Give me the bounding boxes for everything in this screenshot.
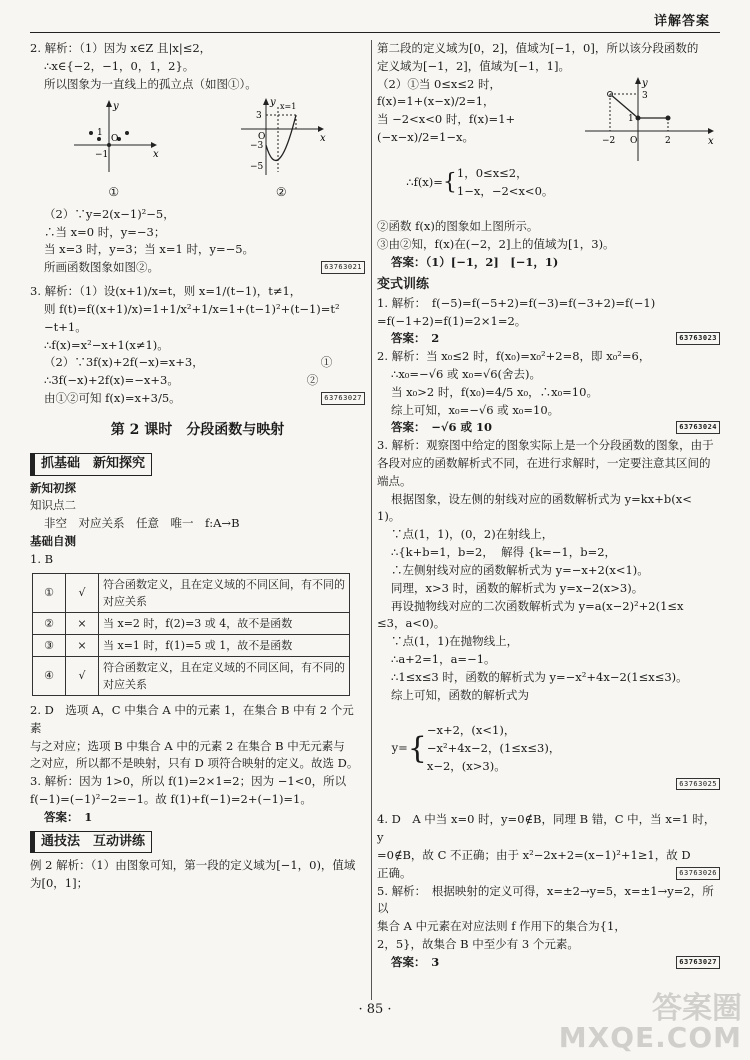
v3-line: 端点。 bbox=[377, 473, 412, 488]
figure-1-caption: ① bbox=[108, 185, 120, 200]
q3-line: ∴f(x)=x²−x+1(x≠1)。 bbox=[44, 337, 169, 352]
y-label: y bbox=[642, 77, 648, 89]
figure-ex2-graph bbox=[580, 76, 720, 166]
judgement-table bbox=[32, 573, 350, 696]
answer-code-stamp: 63763024 bbox=[676, 421, 720, 434]
answer-q1: 1. B bbox=[30, 551, 54, 566]
v3-line: 同理，x>3 时，函数的解析式为 y=x−2(x>3)。 bbox=[391, 580, 644, 595]
ex2-cont-line: 定义域为[−1，2]，值域为[−1，1]。 bbox=[377, 58, 570, 73]
q3-line: 由①②可知 f(x)=x+3/5。 63763027 bbox=[30, 390, 365, 408]
answer-code-stamp: 63763025 bbox=[676, 778, 720, 791]
tick-neg1: −1 bbox=[94, 150, 109, 161]
v3-line: ∵点(1，1)在抛物线上， bbox=[391, 634, 519, 649]
q2d-line: 2. D 选项 A，C 中集合 A 中的元素 1，在集合 B 中有 2 个元素 bbox=[30, 702, 354, 735]
figures-row bbox=[30, 97, 365, 201]
row-reason: 符合函数定义，且在定义域的不同区间，有不同的对应关系 bbox=[99, 656, 350, 695]
column-divider bbox=[371, 40, 372, 1000]
v3-line: 根据图象，设左侧的射线对应的函数解析式为 y=kx+b(x< bbox=[391, 491, 692, 506]
section-heading-variant: 变式训练 bbox=[377, 276, 430, 292]
v4-line: =0∉B，故 C 不正确；由于 x²−2x+2=(x−1)²+1≥1，故 D bbox=[377, 847, 691, 862]
right-column bbox=[377, 40, 720, 972]
line-label-x1: x=1 bbox=[280, 102, 297, 112]
row-mark: × bbox=[66, 612, 99, 634]
ex2-cont-line: (−x−x)/2=1−x。 bbox=[377, 130, 474, 145]
answer-code-stamp: 63763023 bbox=[676, 332, 720, 345]
x-label: x bbox=[152, 149, 159, 161]
origin-label: O bbox=[110, 134, 119, 145]
tick-1: 1 bbox=[628, 113, 634, 124]
v3-line: ∴{k+b=1，b=2， 解得 {k=−1，b=2， bbox=[391, 545, 617, 560]
v3-line: 综上可知，函数的解析式为 bbox=[391, 687, 529, 702]
tick-1: 1 bbox=[96, 128, 103, 139]
tick-neg5: −5 bbox=[250, 162, 264, 173]
tick-3: 3 bbox=[256, 111, 262, 122]
ex2-cont-line: f(x)=1+(x−x)/2=1， bbox=[377, 94, 495, 109]
ex2-part2-block bbox=[377, 76, 720, 219]
ex2-cont-line: （2）①当 0≤x≤2 时， bbox=[377, 76, 502, 91]
v3-line: 再设抛物线对应的二次函数解析式为 y=a(x−2)²+2(1≤x bbox=[391, 598, 684, 613]
v3-line: ∴a+2=1，a=−1。 bbox=[391, 651, 496, 666]
figure-2 bbox=[236, 97, 326, 201]
answer-code-stamp: 63763021 bbox=[321, 261, 365, 274]
example-2-line: 例 2 解析：（1）由图象可知，第一段的定义域为[−1，0)，值域 bbox=[30, 857, 356, 872]
q2d-line: 3. 解析：因为 1>0，所以 f(1)=2×1=2；因为 −1<0，所以 bbox=[30, 774, 347, 789]
watermark-logo: 答案圈 MXQE.COM bbox=[558, 991, 742, 1054]
header-rule bbox=[30, 32, 720, 33]
tick-neg3: −3 bbox=[250, 141, 264, 152]
row-mark: × bbox=[66, 634, 99, 656]
row-number: ④ bbox=[33, 656, 66, 695]
table-row bbox=[33, 634, 350, 656]
table-row bbox=[33, 573, 350, 612]
answer-line: 答案： 2 63763023 bbox=[377, 330, 720, 348]
ex2-cont-line: 当 −2<x<0 时，f(x)=1+ bbox=[377, 112, 516, 127]
x-label: x bbox=[708, 135, 714, 147]
row-mark: √ bbox=[66, 573, 99, 612]
tick-3: 3 bbox=[642, 90, 648, 101]
section-heading-basics: 抓基础 新知探究 bbox=[30, 453, 152, 475]
q2-line: 所以图象为一直线上的孤立点（如图①）。 bbox=[44, 76, 257, 91]
subheading-basic-test: 基础自测 bbox=[30, 534, 76, 549]
v4-line: 正确。 63763026 bbox=[377, 865, 720, 883]
v2-line: 综上可知，x₀=−√6 或 x₀=10。 bbox=[391, 402, 560, 417]
origin-label: O bbox=[258, 132, 266, 143]
row-mark: √ bbox=[66, 656, 99, 695]
q2b-line: （2）∵y=2(x−1)²−5， bbox=[44, 206, 175, 221]
tick-neg2: −2 bbox=[602, 135, 616, 146]
v3-line: 3. 解析：观察图中给定的图象实际上是一个分段函数的图象，由于 bbox=[377, 438, 714, 453]
row-reason: 当 x=1 时，f(1)=5 或 1，故不是函数 bbox=[99, 634, 350, 656]
q2b-line: 当 x=3 时，y=3；当 x=1 时，y=−5。 bbox=[44, 242, 255, 257]
ex2-cont-line: ③由②知，f(x)在(−2，2]上的值域为[1，3)。 bbox=[377, 236, 615, 251]
y-label: y bbox=[270, 97, 276, 109]
subheading-new-knowledge: 新知初探 bbox=[30, 480, 76, 495]
q2b-line: ∴当 x=0 时，y=−3； bbox=[44, 224, 166, 239]
q2d-line: 与之对应；选项 B 中集合 A 中的元素 2 在集合 B 中无元素与 bbox=[30, 738, 345, 753]
v1-line: 1. 解析： f(−5)=f(−5+2)=f(−3)=f(−3+2)=f(−1) bbox=[377, 295, 656, 310]
row-reason: 当 x=2 时，f(2)=3 或 4，故不是函数 bbox=[99, 612, 350, 634]
q2b-line: 所画函数图象如图②。 63763021 bbox=[30, 259, 365, 277]
v5-line: 集合 A 中元素在对应法则 f 作用下的集合为{1， bbox=[377, 919, 626, 934]
answer-code-stamp: 63763027 bbox=[321, 392, 365, 405]
piecewise-result: y={ −x+2，(x<1)， −x²+4x−2，(1≤x≤3)， x−2，(x>3)。 63763025 bbox=[377, 704, 720, 811]
row-number: ③ bbox=[33, 634, 66, 656]
row-number: ② bbox=[33, 612, 66, 634]
y-label: y bbox=[112, 101, 119, 113]
v5-line: 2，5}，故集合 B 中至少有 3 个元素。 bbox=[377, 936, 579, 951]
figure-2-graph bbox=[236, 97, 326, 177]
q3-line: 3. 解析：（1）设(x+1)/x=t，则 x=1/(t−1)，t≠1， bbox=[30, 284, 302, 299]
v3-line: 1)。 bbox=[377, 509, 401, 524]
row-reason: 符合函数定义，且在定义域的不同区间，有不同的对应关系 bbox=[99, 573, 350, 612]
v3-line: ∴1≤x≤3 时，函数的解析式为 y=−x²+4x−2(1≤x≤3)。 bbox=[391, 669, 688, 684]
ex2-cont-line: ②函数 f(x)的图象如上图所示。 bbox=[377, 219, 539, 234]
v2-line: 当 x₀>2 时，f(x₀)=4/5 x₀，∴x₀=10。 bbox=[391, 384, 598, 399]
answer-line: 答案： 1 bbox=[44, 809, 93, 824]
v2-line: 2. 解析：当 x₀≤2 时，f(x₀)=x₀²+2=8，即 x₀²=6， bbox=[377, 349, 651, 364]
q3-line: （2）∵3f(x)+2f(−x)=x+3， ① bbox=[44, 355, 333, 370]
header-title: 详解答案 bbox=[653, 14, 710, 29]
knowledge-point-label: 知识点二 bbox=[30, 498, 76, 513]
q2d-line: 之对应，所以都不是映射，只有 D 项符合映射的定义。故选 D。 bbox=[30, 756, 359, 771]
v3-line: ≤3，a<0)。 bbox=[377, 616, 446, 631]
q2-line: 2. 解析：（1）因为 x∈Z 且|x|≤2， bbox=[30, 41, 212, 55]
answer-code-stamp: 63763027 bbox=[676, 956, 720, 969]
table-row bbox=[33, 612, 350, 634]
v3-line: ∵点(1，1)，(0，2)在射线上， bbox=[391, 527, 554, 542]
v1-line: =f(−1+2)=f(1)=2×1=2。 bbox=[377, 313, 527, 328]
example-2-line: 为[0，1]； bbox=[30, 875, 89, 890]
page-number: · 85 · bbox=[358, 1001, 392, 1017]
knowledge-point-text: 非空 对应关系 任意 唯一 f:A→B bbox=[44, 516, 240, 531]
lesson-title: 第 2 课时 分段函数与映射 bbox=[110, 421, 285, 438]
x-label: x bbox=[320, 133, 326, 145]
ex2-part2-text bbox=[377, 76, 562, 219]
tick-2: 2 bbox=[665, 135, 671, 146]
row-number: ① bbox=[33, 573, 66, 612]
answer-line: 答案： 3 63763027 bbox=[377, 954, 720, 972]
v5-line: 5. 解析： 根据映射的定义可得，x=±2→y=5，x=±1→y=2，所以 bbox=[377, 883, 714, 916]
answer-line: 答案： −√6 或 10 63763024 bbox=[377, 419, 720, 437]
q2-line: ∴x∈{−2，−1，0，1，2}。 bbox=[44, 58, 195, 73]
figure-2-caption: ② bbox=[275, 185, 287, 200]
answer-line: 答案：（1）[−1，2] [−1，1) bbox=[391, 254, 559, 269]
left-column bbox=[30, 40, 365, 892]
piecewise-def: ∴f(x)={ 1，0≤x≤2， 1−x，−2<x<0。 bbox=[406, 165, 554, 198]
answer-code-stamp: 63763026 bbox=[676, 867, 720, 880]
figure-1 bbox=[69, 97, 159, 201]
ex2-cont-line: 第二段的定义域为[0，2]，值域为[−1，0]，所以该分段函数的 bbox=[377, 41, 699, 55]
figure-1-graph bbox=[69, 97, 159, 177]
q3-line: −t+1。 bbox=[44, 319, 87, 334]
section-heading-methods: 通技法 互动讲练 bbox=[30, 831, 152, 853]
q2d-line: f(−1)=(−1)²−2=−1。故 f(1)+f(−1)=2+(−1)=1。 bbox=[30, 792, 312, 807]
v2-line: ∴x₀=−√6 或 x₀=√6(舍去)。 bbox=[391, 366, 541, 381]
q3-line: ∴3f(−x)+2f(x)=−x+3。 ② bbox=[44, 373, 319, 388]
v3-line: ∴左侧射线对应的函数解析式为 y=−x+2(x<1)。 bbox=[391, 562, 649, 577]
v3-line: 各段对应的函数解析式不同，在进行求解时，一定要注意其区间的 bbox=[377, 456, 711, 471]
table-row bbox=[33, 656, 350, 695]
origin-label: O bbox=[630, 135, 638, 146]
q3-line: 则 f(t)=f((x+1)/x)=1+1/x²+1/x=1+(t−1)²+(t−1)=t² bbox=[44, 301, 340, 316]
v4-line: 4. D A 中当 x=0 时，y=0∉B，同理 B 错，C 中，当 x=1 时，y bbox=[377, 812, 716, 845]
